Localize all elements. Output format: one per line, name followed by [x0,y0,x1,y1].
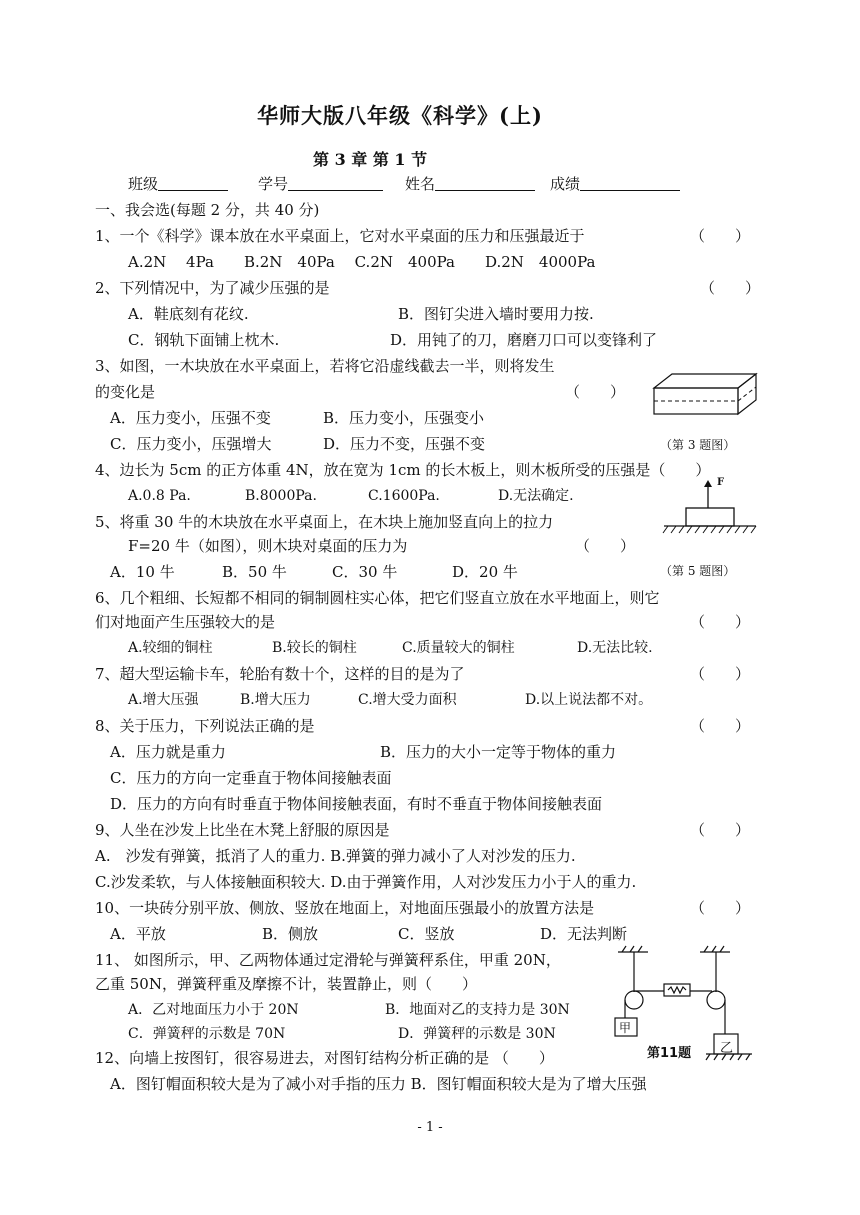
question-11-option-a: A．乙对地面压力小于 20N [128,1002,299,1018]
question-3-stem: 3、如图，一木块放在水平桌面上，若将它沿虚线截去一半，则将发生 [95,357,555,375]
class-field [128,174,228,194]
question-7-stem: 7、超大型运输卡车，轮胎有数十个，这样的目的是为了 [95,665,465,683]
question-6-stem: 6、几个粗细、长短都不相同的铜制圆柱实心体，把它们竖直立放在水平地面上，则它 [95,589,660,607]
section-heading: 一、我会选(每题 2 分，共 40 分) [95,201,320,219]
question-8-option-b: B．压力的大小一定等于物体的重力 [380,743,617,761]
question-5-option-c: C．30 牛 [332,563,398,581]
student-no-label: 学号 [258,175,289,193]
question-3-answer-bracket[interactable]: （ ） [565,383,626,401]
question-7-option-d: D.以上说法都不对。 [525,692,653,708]
question-8-option-a: A．压力就是重力 [110,743,226,761]
page-subtitle: 第 3 章 第 1 节 [313,150,428,169]
question-5-figure-caption: （第 5 题图） [660,564,736,578]
question-4-stem: 4、边长为 5cm 的正方体重 4N，放在宽为 1cm 的长木板上，则木板所受的压强是（ ） [95,461,711,479]
question-3-option-c: C．压力变小，压强增大 [110,435,272,453]
name-blank[interactable] [435,176,535,191]
question-11-option-c: C．弹簧秤的示数是 70N [128,1026,286,1042]
question-3-option-a: A．压力变小，压强不变 [110,409,271,427]
question-5-option-a: A．10 牛 [110,563,175,581]
class-label: 班级 [128,175,159,193]
question-9-options-cd: C.沙发柔软，与人体接触面积较大. D.由于弹簧作用，人对沙发压力小于人的重力. [95,873,637,891]
question-10-option-b: B．侧放 [262,925,319,943]
force-label: F [717,477,725,488]
student-no-field [258,174,383,194]
question-11-figure-caption: 第11题 [647,1046,692,1061]
score-field [550,174,680,194]
question-8-stem: 8、关于压力，下列说法正确的是 [95,717,315,735]
pulled-block-figure [660,478,760,540]
question-7-option-b: B.增大压力 [240,692,311,708]
question-12-options-ab: A．图钉帽面积较大是为了减小对手指的压力 B．图钉帽面积较大是为了增大压强 [110,1075,647,1093]
question-9-answer-bracket[interactable]: （ ） [690,821,751,839]
question-7-option-c: C.增大受力面积 [358,692,457,708]
question-10-option-d: D．无法判断 [540,925,628,943]
question-5-stem: 5、将重 30 牛的木块放在水平桌面上，在木块上施加竖直向上的拉力 [95,513,554,531]
question-5-stem-cont: F=20 牛（如图），则木块对桌面的压力为 [128,537,408,555]
label-yi: 乙 [720,1041,734,1056]
question-6-option-a: A.较细的铜柱 [128,640,213,656]
question-4-option-d: D.无法确定. [498,488,574,504]
question-2-option-b: B．图钉尖进入墙时要用力按. [398,305,594,323]
question-3-option-b: B．压力变小，压强变小 [323,409,485,427]
question-11-option-b: B．地面对乙的支持力是 30N [385,1002,570,1018]
question-2-answer-bracket[interactable]: （ ） [700,279,761,297]
question-6-answer-bracket[interactable]: （ ） [690,613,751,631]
question-5-option-d: D．20 牛 [452,563,518,581]
class-blank[interactable] [158,176,228,191]
question-11-stem-cont: 乙重 50N，弹簧秤重及摩擦不计，装置静止，则（ ） [95,975,477,993]
question-10-option-c: C．竖放 [398,925,455,943]
question-9-stem: 9、人坐在沙发上比坐在木凳上舒服的原因是 [95,821,390,839]
question-10-option-a: A．平放 [110,925,166,943]
block-on-table-figure [650,370,760,420]
score-blank[interactable] [580,176,680,191]
question-5-answer-bracket[interactable]: （ ） [575,537,636,555]
question-7-answer-bracket[interactable]: （ ） [690,665,751,683]
page-number: - 1 - [417,1120,443,1135]
question-11-stem: 11、 如图所示，甲、乙两物体通过定滑轮与弹簧秤系住，甲重 20N， [95,951,561,969]
question-10-answer-bracket[interactable]: （ ） [690,899,751,917]
question-2-option-a: A．鞋底刻有花纹. [128,305,249,323]
question-12-stem: 12、向墙上按图钉，很容易进去，对图钉结构分析正确的是 （ ） [95,1049,554,1067]
question-4-option-b: B.8000Pa. [245,488,317,504]
question-6-option-d: D.无法比较. [577,640,653,656]
question-4-option-a: A.0.8 Pa. [128,488,191,504]
question-2-stem: 2、下列情况中，为了减少压强的是 [95,279,330,297]
question-6-option-b: B.较长的铜柱 [272,640,357,656]
name-label: 姓名 [405,175,436,193]
question-8-option-d: D．压力的方向有时垂直于物体间接触表面，有时不垂直于物体间接触表面 [110,795,603,813]
question-9-options-ab: A. 沙发有弹簧，抵消了人的重力. B.弹簧的弹力减小了人对沙发的压力. [95,847,576,865]
question-2-option-d: D．用钝了的刀，磨磨刀口可以变锋利了 [390,331,658,349]
label-jia: 甲 [619,1021,632,1035]
question-3-figure-caption: （第 3 题图） [660,438,736,452]
question-11-option-d: D．弹簧秤的示数是 30N [398,1026,556,1042]
name-field [405,174,535,194]
page-title: 华师大版八年级《科学》(上) [257,103,543,128]
question-3-stem-cont: 的变化是 [95,383,156,401]
question-4-option-c: C.1600Pa. [368,488,440,504]
question-5-option-b: B．50 牛 [222,563,287,581]
question-10-stem: 10、一块砖分别平放、侧放、竖放在地面上，对地面压强最小的放置方法是 [95,899,595,917]
question-1-answer-bracket[interactable]: （ ） [690,227,751,245]
student-no-blank[interactable] [288,176,383,191]
question-8-option-c: C．压力的方向一定垂直于物体间接触表面 [110,769,392,787]
question-7-option-a: A.增大压强 [128,692,199,708]
question-3-option-d: D．压力不变，压强不变 [323,435,486,453]
question-1-stem: 1、一个《科学》课本放在水平桌面上，它对水平桌面的压力和压强最近于 [95,227,585,245]
question-8-answer-bracket[interactable]: （ ） [690,717,751,735]
score-label: 成绩 [550,175,581,193]
question-1-options: A.2N 4Pa B.2N 40Pa C.2N 400Pa D.2N 4000Pa [128,253,596,271]
question-6-stem-cont: 们对地面产生压强较大的是 [95,613,276,631]
question-6-option-c: C.质量较大的铜柱 [402,640,515,656]
question-2-option-c: C．钢轨下面铺上枕木. [128,331,280,349]
